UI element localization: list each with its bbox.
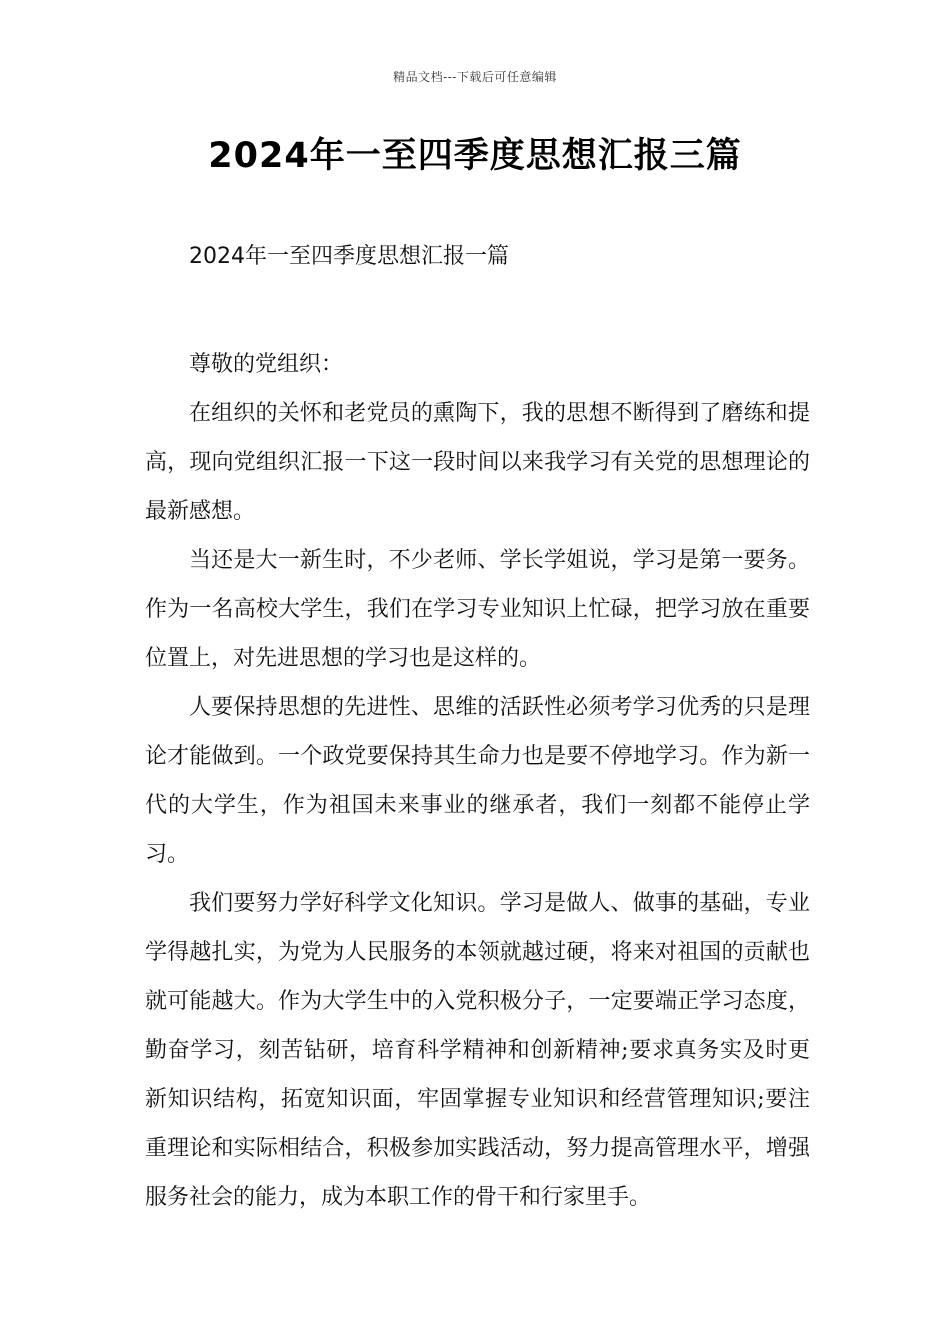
salutation: 尊敬的党组织：: [189, 352, 344, 377]
header-note: 精品文档---下载后可任意编辑: [393, 70, 557, 84]
section-spacer: [145, 281, 810, 340]
paragraph: 人要保持思想的先进性、思维的活跃性必须考学习优秀的只是理论才能做到。一个政党要保持其生命力也是要不停地学习。作为新一代的大学生，作为祖国未来事业的继承者，我们一刻都不能停止学习。: [145, 695, 810, 867]
paragraph: 我们要努力学好科学文化知识。学习是做人、做事的基础，专业学得越扎实，为党为人民服务的本领就越过硬，将来对祖国的贡献也就可能越大。作为大学生中的入党积极分子，一定要端正学习态度，勤奋学习，刻苦钻研，培育科学精神和创新精神;要求真务实及时更新知识结构，拓宽知识面，牢固掌握专业知识和经营管理知识;要注重理论和实际相结合，积极参加实践活动，努力提高管理水平，增强服务社会的能力，成为本职工作的骨干和行家里手。: [145, 891, 810, 1210]
document-title: 2024年一至四季度思想汇报三篇: [208, 136, 742, 176]
paragraph: 当还是大一新生时，不少老师、学长学姐说，学习是第一要务。作为一名高校大学生，我们在学习专业知识上忙碌，把学习放在重要位置上，对先进思想的学习也是这样的。: [145, 548, 810, 671]
paragraph: 在组织的关怀和老党员的熏陶下，我的思想不断得到了磨练和提高，现向党组织汇报一下这一段时间以来我学习有关党的思想理论的最新感想。: [145, 401, 810, 524]
document-body: [145, 232, 810, 1222]
section-subtitle: 2024年一至四季度思想汇报一篇: [189, 244, 509, 269]
